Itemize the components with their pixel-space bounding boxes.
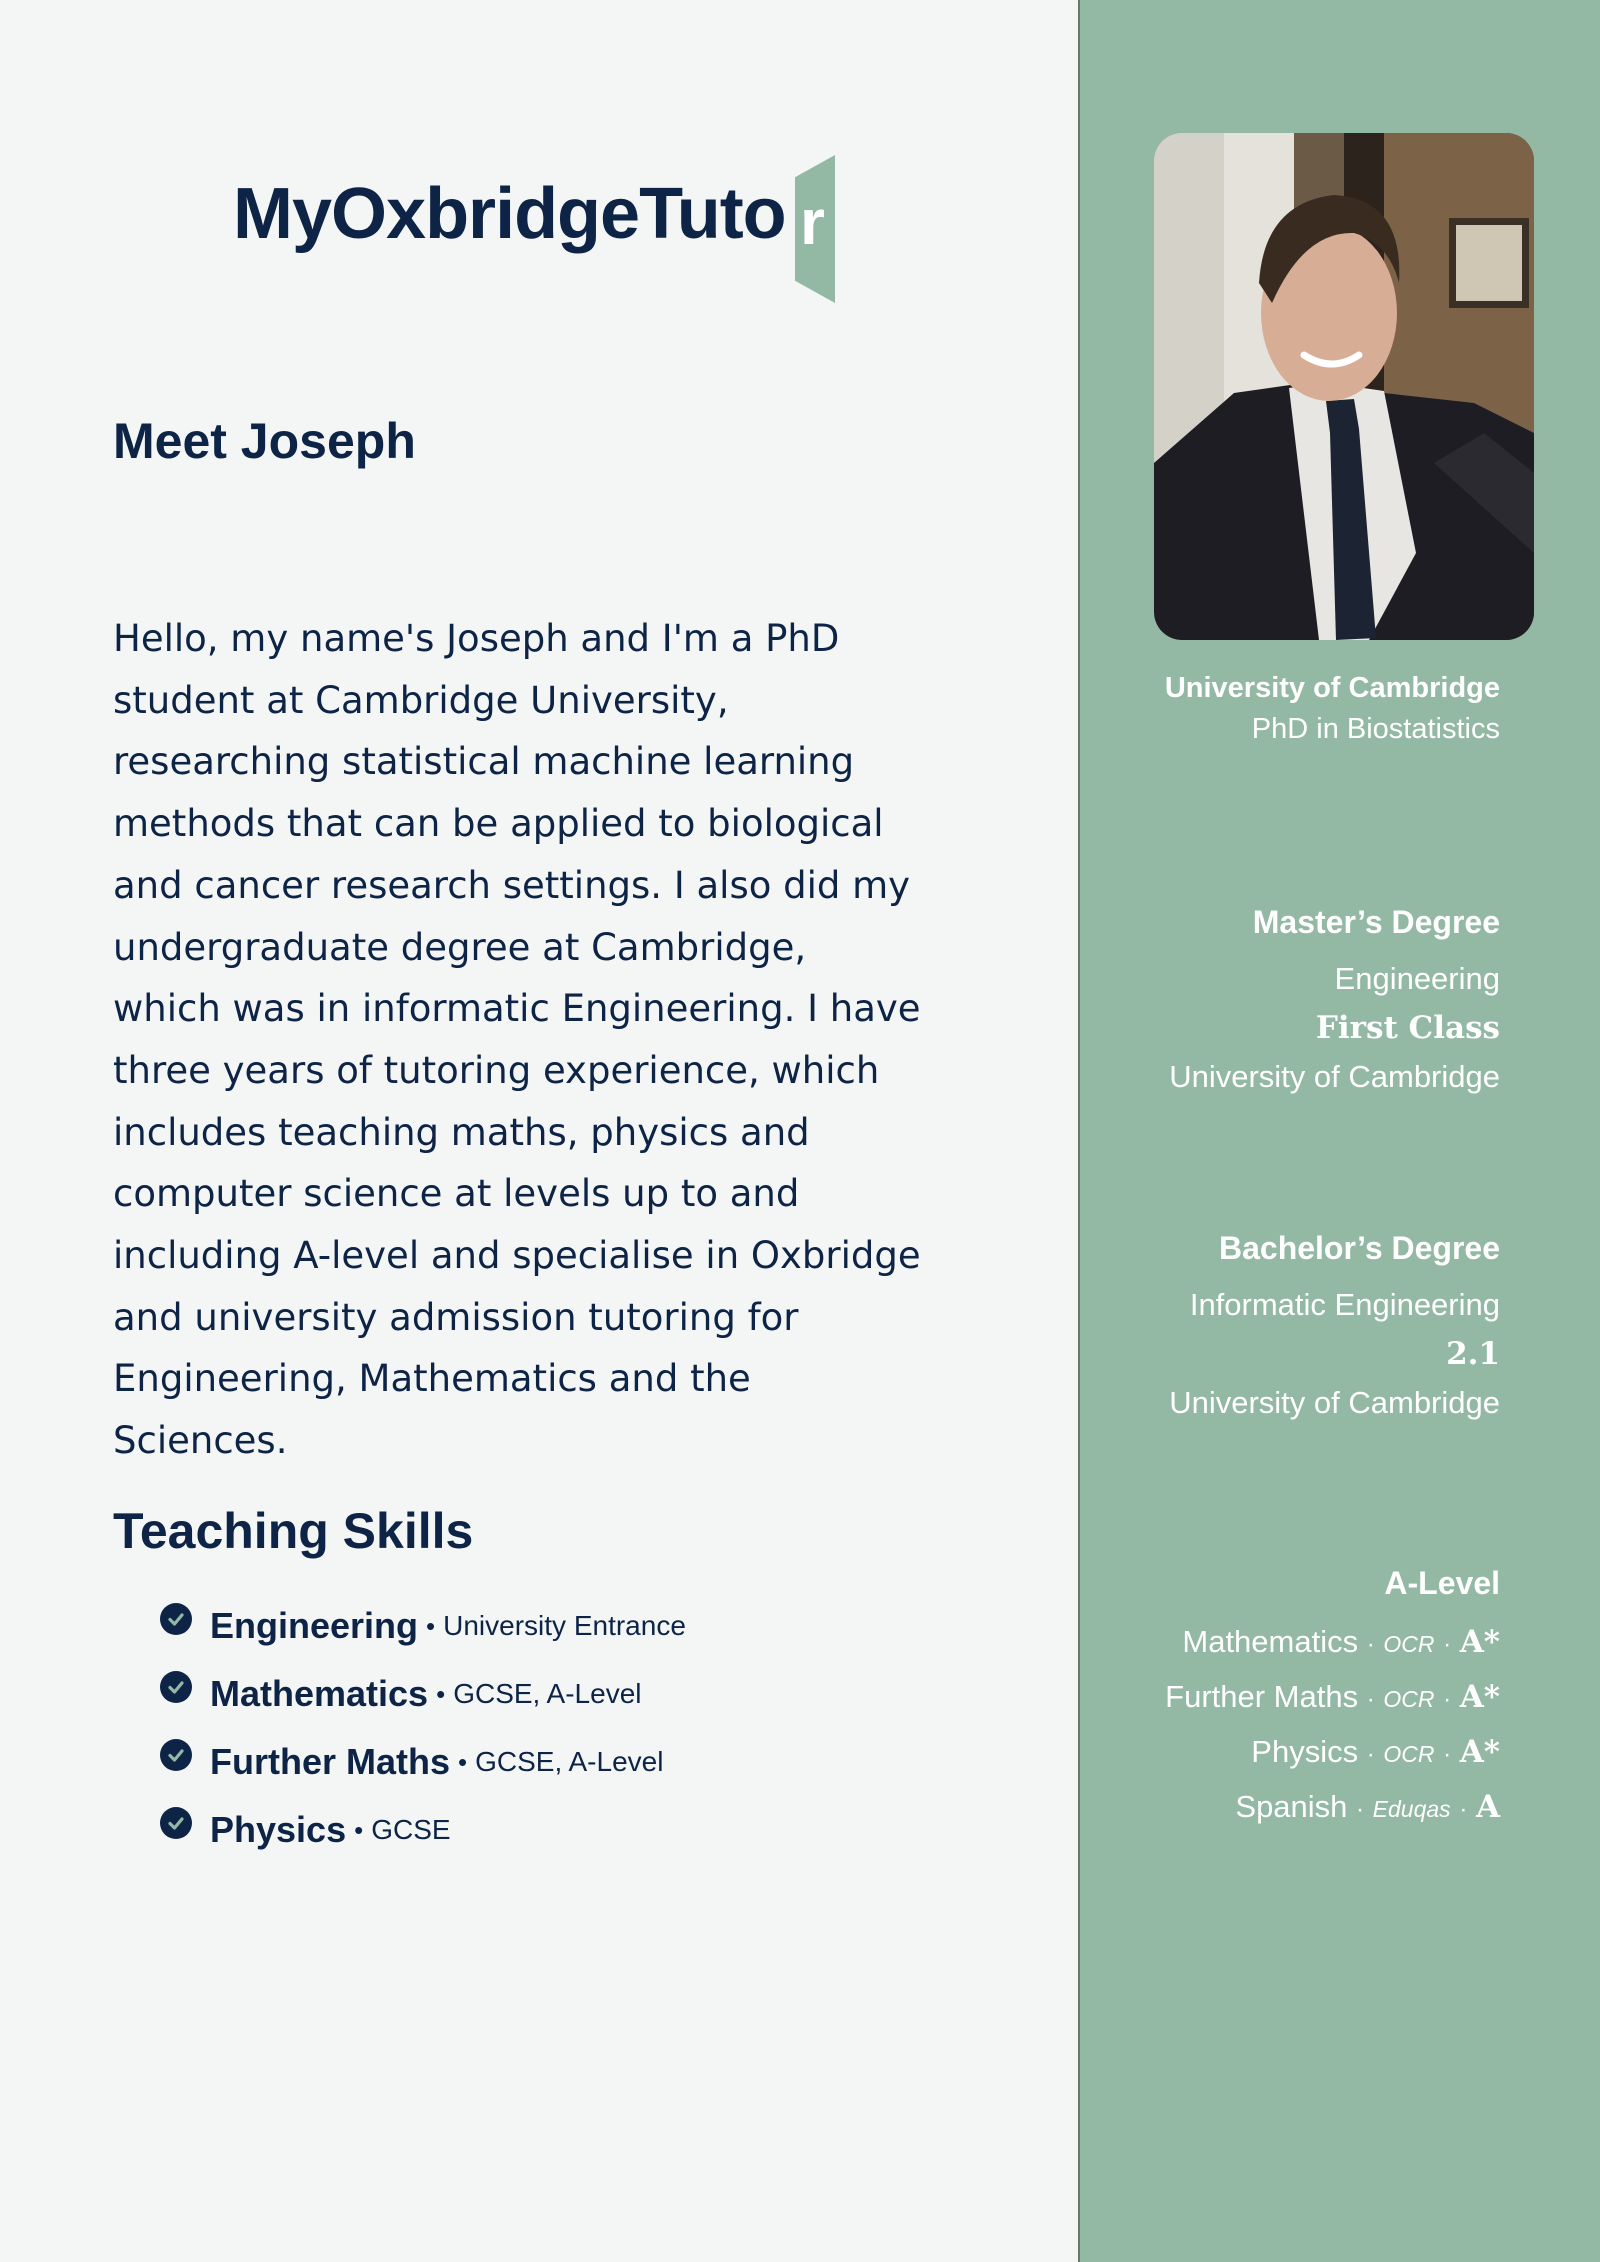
alevel-row (1165, 1781, 1500, 1836)
skill-bullet: • (436, 1678, 446, 1709)
skill-item (160, 1660, 686, 1728)
intro-bio: Hello, my name's Joseph and I'm a PhD student at Cambridge University, researching statistical machine learning methods that can be applied to biological and cancer research settings. I also did my undergraduate degree at Cambridge, which was in informatic Engineering. I have three years of tutoring experience, which includes teaching maths, physics and computer science at levels up to and including A-level and specialise in Oxbridge and university admission tutoring for Engineering, Mathematics and the Sciences. (113, 617, 921, 1463)
masters-degree (1169, 904, 1500, 1101)
alevel-title: A-Level (1384, 1565, 1500, 1601)
exam-board: OCR (1383, 1631, 1435, 1657)
alevel-grade: A* (1459, 1624, 1500, 1660)
brand-name: MyOxbridgeTuto (233, 174, 786, 254)
check-circle-icon (160, 1807, 192, 1839)
skill-levels: GCSE, A-Level (453, 1678, 642, 1709)
intro-heading: Meet Joseph (113, 413, 416, 469)
skills-heading: Teaching Skills (113, 1503, 474, 1559)
brand-logo (233, 174, 786, 254)
masters-institution: University of Cambridge (1169, 1059, 1500, 1094)
skill-item (160, 1592, 686, 1660)
alevel-subject: Mathematics (1182, 1624, 1359, 1659)
alevel-subject: Further Maths (1165, 1679, 1359, 1714)
bachelors-title: Bachelor’s Degree (1218, 1230, 1500, 1266)
skills-list (160, 1592, 686, 1864)
skill-item (160, 1796, 686, 1864)
current-institution: University of Cambridge (1164, 672, 1500, 704)
current-study (1165, 672, 1500, 746)
skill-levels: GCSE, A-Level (475, 1746, 664, 1777)
bachelors-grade: 2.1 (1446, 1336, 1500, 1372)
separator: · (1459, 1796, 1468, 1823)
masters-title: Master’s Degree (1252, 904, 1500, 940)
check-circle-icon (160, 1603, 192, 1635)
right-sidebar (1078, 0, 1600, 2262)
separator: · (1366, 1686, 1375, 1713)
skill-subject: Mathematics (210, 1673, 429, 1714)
exam-board: OCR (1383, 1686, 1435, 1712)
alevel-grade: A* (1459, 1679, 1500, 1715)
bachelors-degree (1169, 1230, 1500, 1427)
alevel-results (1165, 1565, 1500, 1836)
tutor-portrait-illustration (1154, 133, 1534, 640)
skill-levels: GCSE (371, 1814, 451, 1845)
separator: · (1366, 1631, 1375, 1658)
check-circle-icon (160, 1671, 192, 1703)
separator: · (1443, 1631, 1452, 1658)
separator: · (1366, 1741, 1375, 1768)
skill-bullet: • (354, 1814, 364, 1845)
check-circle-icon (160, 1739, 192, 1771)
skill-subject: Physics (210, 1809, 347, 1850)
skill-subject: Engineering (210, 1605, 419, 1646)
bachelors-institution: University of Cambridge (1169, 1385, 1500, 1420)
alevel-grade: A* (1459, 1734, 1500, 1770)
exam-board: Eduqas (1372, 1796, 1451, 1822)
alevel-row (1165, 1671, 1500, 1726)
skill-item (160, 1728, 686, 1796)
exam-board: OCR (1383, 1741, 1435, 1767)
separator: · (1443, 1741, 1452, 1768)
separator: · (1443, 1686, 1452, 1713)
current-course: PhD in Biostatistics (1251, 713, 1500, 745)
tutor-photo (1154, 133, 1534, 640)
masters-grade: First Class (1315, 1010, 1500, 1046)
masters-subject: Engineering (1334, 961, 1500, 996)
alevel-row (1165, 1726, 1500, 1781)
skill-bullet: • (426, 1610, 436, 1641)
separator: · (1356, 1796, 1365, 1823)
alevel-subject: Physics (1251, 1734, 1359, 1769)
skill-bullet: • (458, 1746, 468, 1777)
alevel-subject: Spanish (1235, 1789, 1348, 1824)
skill-levels: University Entrance (443, 1610, 686, 1641)
skill-subject: Further Maths (210, 1741, 451, 1782)
alevel-row (1165, 1616, 1500, 1671)
bachelors-subject: Informatic Engineering (1189, 1287, 1500, 1322)
brand-name-last-letter: r (800, 186, 825, 258)
alevel-grade: A (1475, 1789, 1500, 1825)
